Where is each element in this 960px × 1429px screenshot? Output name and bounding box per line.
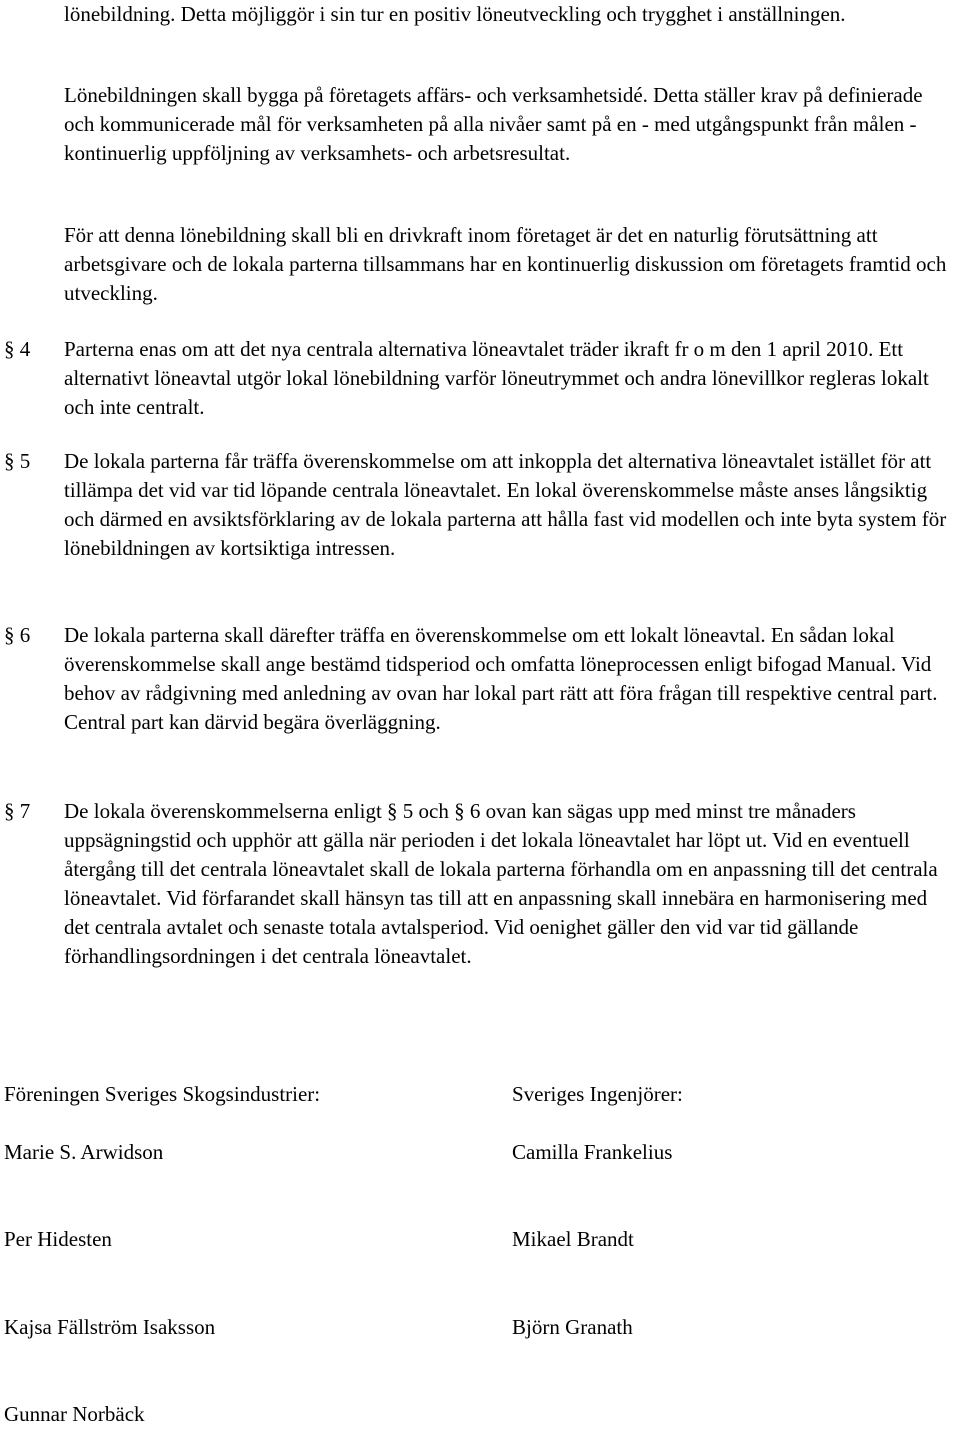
intro-paragraph-3: För att denna lönebildning skall bli en drivkraft inom företaget är det en naturlig förutsättning att arbetsgivare och de lokala parterna tillsammans har en kontinuerlig diskussion om företagets framtid och utveckling. xyxy=(64,223,947,305)
intro-paragraph-1: lönebildning. Detta möjliggör i sin tur en positiv löneutveckling och trygghet i anställningen. xyxy=(64,2,846,26)
left-signatory-name: Kajsa Fällström Isaksson xyxy=(4,1315,216,1339)
section-7-text: De lokala överenskommelserna enligt § 5 och § 6 ovan kan sägas upp med minst tre månaders uppsägningstid och upphör att gälla när perioden i det lokala löneavtalet har löpt ut. Vid en eventuell återgång till det centrala löneavtalet skall de lokala parterna förhandla om en anpassning till det centrala löneavtalet. Vid förfarandet skall hänsyn tas till att en anpassning skall innebära en harmonisering med det centrala avtalet och senaste totala avtalsperiod. Vid oenighet gäller den vid var tid gällande förhandlingsordningen i det centrala löneavtalet. xyxy=(64,799,938,968)
section-7-number: § 7 xyxy=(4,799,31,823)
left-signatory-name: Gunnar Norbäck xyxy=(4,1402,145,1426)
section-4-text: Parterna enas om att det nya centrala alternativa löneavtalet träder ikraft fr o m den 1 april 2010. Ett alternativt löneavtal utgör lokal lönebildning varför löneutrymmet och andra lönevillkor regleras lokalt och inte centralt. xyxy=(64,337,929,419)
left-signatory-name: Marie S. Arwidson xyxy=(4,1140,164,1164)
section-6-text: De lokala parterna skall därefter träffa en överenskommelse om ett lokalt löneavtal. En sådan lokal överenskommelse skall ange bestämd tidsperiod och omfatta löneprocessen enligt bifogad Manual. Vid behov av rådgivning med anledning av ovan har lokal part rätt att föra frågan till respektive central part. Central part kan därvid begära överläggning. xyxy=(64,623,938,734)
section-4-number: § 4 xyxy=(4,337,31,361)
left-organization-label: Föreningen Sveriges Skogsindustrier: xyxy=(4,1082,321,1106)
right-signatory-name: Camilla Frankelius xyxy=(512,1140,673,1164)
right-organization-label: Sveriges Ingenjörer: xyxy=(512,1082,683,1106)
left-signatory-name: Per Hidesten xyxy=(4,1227,112,1251)
right-signatory-name: Mikael Brandt xyxy=(512,1227,634,1251)
section-5-text: De lokala parterna får träffa överenskommelse om att inkoppla det alternativa löneavtalet istället för att tillämpa det vid var tid löpande centrala löneavtalet. En lokal överenskommelse måste anses långsiktig och därmed en avsiktsförklaring av de lokala parterna att hålla fast vid modellen och inte byta system för lönebildningen av kortsiktiga intressen. xyxy=(64,449,947,560)
intro-paragraph-2: Lönebildningen skall bygga på företagets affärs- och verksamhetsidé. Detta ställer krav på definierade och kommunicerade mål för verksamheten på alla nivåer samt på en - med utgångspunkt från målen - kontinuerlig uppföljning av verksamhets- och arbetsresultat. xyxy=(64,83,923,165)
section-5-number: § 5 xyxy=(4,449,31,473)
right-signatory-name: Björn Granath xyxy=(512,1315,633,1339)
section-6-number: § 6 xyxy=(4,623,31,647)
